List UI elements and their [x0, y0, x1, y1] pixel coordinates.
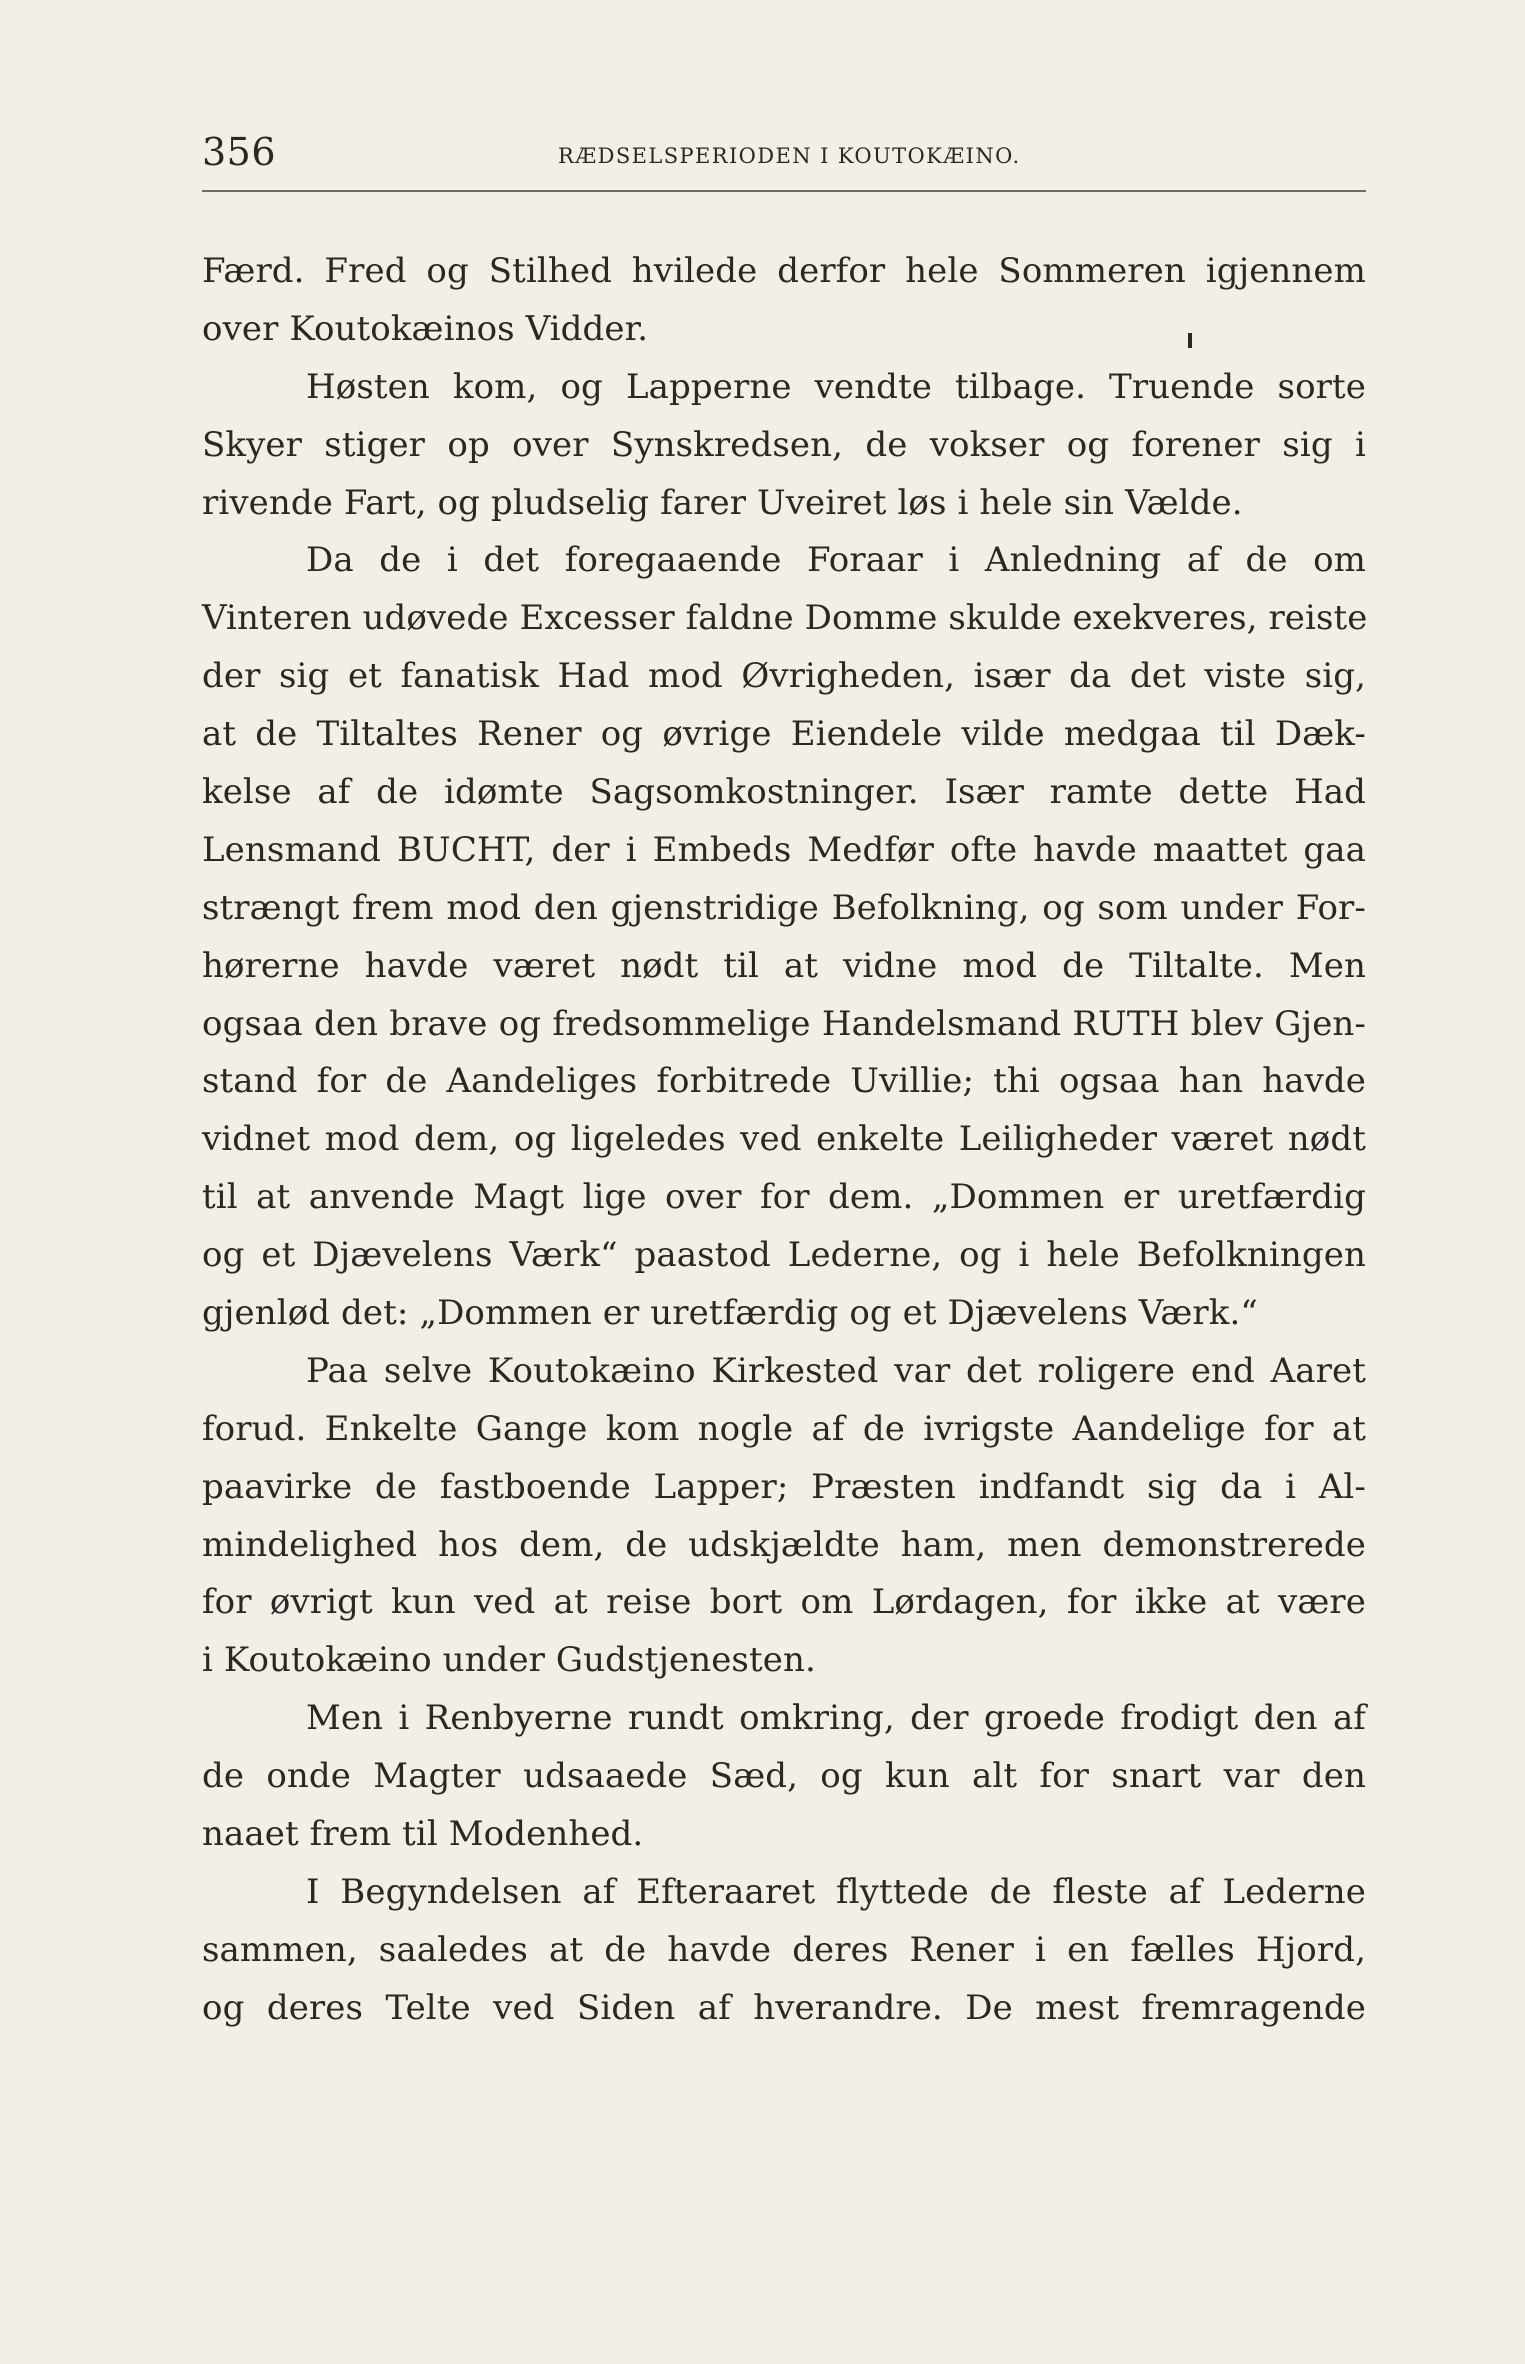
- text-line: og deres Telte ved Siden af hverandre. De mest fremragende: [202, 1987, 1366, 2028]
- running-head: [202, 130, 1366, 192]
- text-line: hørerne havde været nødt til at vidne mod de Tiltalte. Men: [202, 945, 1366, 986]
- text-line: kelse af de idømte Sagsomkostninger. Især ramte dette Had: [202, 772, 1366, 813]
- text-line: stand for de Aandeliges forbitrede Uvillie; thi ogsaa han havde: [202, 1061, 1366, 1102]
- text-line: i Koutokæino under Gudstjenesten.: [202, 1640, 816, 1681]
- text-line: paavirke de fastboende Lapper; Præsten indfandt sig da i Al-: [202, 1466, 1366, 1507]
- text-line: de onde Magter udsaaede Sæd, og kun alt for snart var den: [202, 1756, 1366, 1797]
- text-line: gjenlød det: „Dommen er uretfærdig og et Djævelens Værk.“: [202, 1293, 1258, 1334]
- text-line: til at anvende Magt lige over for dem. „Dommen er uretfærdig: [202, 1177, 1366, 1218]
- text-line: Færd. Fred og Stilhed hvilede derfor hele Sommeren igjennem: [202, 251, 1366, 291]
- text-line: og et Djævelens Værk“ paastod Lederne, og i hele Befolkningen: [202, 1235, 1366, 1276]
- text-line: sammen, saaledes at de havde deres Rener i en fælles Hjord,: [202, 1929, 1366, 1970]
- text-line: forud. Enkelte Gange kom nogle af de ivrigste Aandelige for at: [202, 1408, 1366, 1449]
- paragraph-first-line: Paa selve Koutokæino Kirkested var det roligere end Aaret: [306, 1350, 1366, 1391]
- text-line: for øvrigt kun ved at reise bort om Lørdagen, for ikke at være: [202, 1582, 1366, 1623]
- text-line: Lensmand BUCHT, der i Embeds Medfør ofte havde maattet gaa: [202, 829, 1366, 870]
- text-line: over Koutokæinos Vidder.: [202, 308, 649, 349]
- text-line: naaet frem til Modenhed.: [202, 1814, 644, 1855]
- running-title: RÆDSELSPERIODEN I KOUTOKÆINO.: [558, 144, 1021, 168]
- text-line: at de Tiltaltes Rener og øvrige Eiendele vilde medgaa til Dæk-: [202, 714, 1366, 755]
- page-number: 356: [202, 130, 277, 174]
- text-line: mindelighed hos dem, de udskjældte ham, men demonstrerede: [202, 1524, 1366, 1565]
- paragraph-first-line: Høsten kom, og Lapperne vendte tilbage. Truende sorte: [306, 366, 1366, 407]
- text-line: rivende Fart, og pludselig farer Uveiret løs i hele sin Vælde.: [202, 482, 1243, 523]
- paragraph-first-line: I Begyndelsen af Efteraaret flyttede de fleste af Lederne: [306, 1871, 1366, 1912]
- text-line: vidnet mod dem, og ligeledes ved enkelte Leiligheder været nødt: [202, 1119, 1366, 1160]
- text-line: der sig et fanatisk Had mod Øvrigheden, især da det viste sig,: [202, 656, 1366, 697]
- paragraph-first-line: Men i Renbyerne rundt omkring, der groede frodigt den af: [306, 1698, 1366, 1739]
- body-text: [202, 243, 1366, 2038]
- text-line: strængt frem mod den gjenstridige Befolkning, og som under For-: [202, 887, 1366, 928]
- text-line: Vinteren udøvede Excesser faldne Domme skulde exekveres, reiste: [202, 598, 1368, 639]
- text-line: ogsaa den brave og fredsommelige Handelsmand RUTH blev Gjen-: [202, 1003, 1366, 1044]
- paragraph-first-line: Da de i det foregaaende Foraar i Anledning af de om: [306, 540, 1366, 581]
- text-line: Skyer stiger op over Synskredsen, de vokser og forener sig i: [202, 424, 1366, 465]
